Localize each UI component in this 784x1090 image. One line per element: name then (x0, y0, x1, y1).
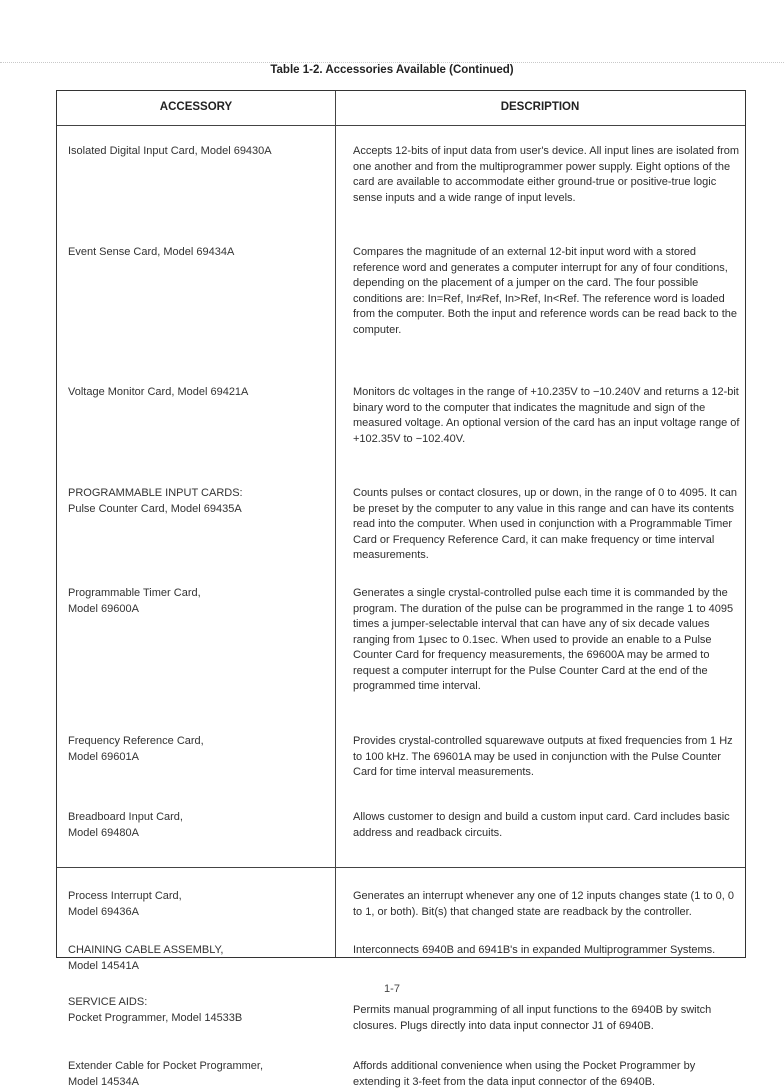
table-row-description: Generates an interrupt whenever any one of 12 inputs changes state (1 to 0, 0 to 1, or both). Bit(s) that changed state are readback by the controller. (353, 890, 734, 918)
column-divider (335, 91, 336, 957)
table-row-accessory: Process Interrupt Card, Model 69436A (68, 890, 182, 918)
table-row-accessory: Isolated Digital Input Card, Model 69430A (68, 145, 272, 157)
table-row-accessory: Frequency Reference Card, Model 69601A (68, 735, 204, 763)
table-row-accessory: SERVICE AIDS: Pocket Programmer, Model 14533B (68, 996, 243, 1024)
accessory-column-header: ACCESSORY (159, 101, 233, 113)
table-row-description: Counts pulses or contact closures, up or down, in the range of 0 to 4095. It can be preset by the computer to any value in this range and can have its contents read into the computer. When used in conjunction with a Programmable Timer Card or Frequency Reference Card, it can make frequency or time interval measurements. (353, 487, 738, 561)
description-column-header: DESCRIPTION (500, 101, 580, 113)
header-divider (57, 125, 745, 126)
table-row-accessory: Breadboard Input Card, Model 69480A (68, 811, 183, 839)
table-row-accessory: Event Sense Card, Model 69434A (68, 246, 235, 258)
table-row-description: Permits manual programming of all input functions to the 6940B by switch closures. Plugs directly into data input connector J1 of 6940B. (353, 1004, 712, 1032)
table-row-accessory: Programmable Timer Card, Model 69600A (68, 587, 201, 615)
table-caption: Table 1-2. Accessories Available (Continued) (270, 64, 514, 76)
table-row-description: Interconnects 6940B and 6941B's in expanded Multiprogrammer Systems. (353, 944, 716, 956)
scan-line (0, 62, 784, 63)
table-row-description: Compares the magnitude of an external 12-bit input word with a stored reference word and generates a computer interrupt for any of four conditions, depending on the placement of a jumper on the card. The four possible conditions are: In=Ref, In≠Ref, In>Ref, In<Ref. The reference word is loaded from the computer. Both the input and reference words can be read back to the computer. (353, 246, 738, 336)
table-row-accessory: PROGRAMMABLE INPUT CARDS: Pulse Counter Card, Model 69435A (68, 487, 243, 515)
table-row-description: Affords additional convenience when using the Pocket Programmer by extending it 3-feet from the data input connector of the 6940B. (353, 1060, 696, 1088)
table-row-description: Monitors dc voltages in the range of +10.235V to −10.240V and returns a 12-bit binary word to the computer that indicates the magnitude and sign of the measured voltage. An optional version of the card has an input voltage range of +102.35V to −102.40V. (353, 386, 740, 445)
table-row-description: Allows customer to design and build a custom input card. Card includes basic address and readback circuits. (353, 811, 730, 839)
table-row-description: Provides crystal-controlled squarewave outputs at fixed frequencies from 1 Hz to 100 kHz. The 69601A may be used in conjunction with the Pulse Counter Card for time interval measurements. (353, 735, 733, 778)
table-row-description: Generates a single crystal-controlled pulse each time it is commanded by the program. The duration of the pulse can be programmed in the range 1 to 4095 times a jumper-selectable interval that can have any of six decade values ranging from 1μsec to 0.1sec. When used to provide an enable to a Pulse Counter Card for frequency measurements, the 69600A may be armed to request a computer interrupt for the Pulse Counter Card at the end of the programmed time interval. (353, 587, 734, 692)
section-divider (57, 867, 745, 868)
table-row-accessory: Extender Cable for Pocket Programmer, Model 14534A (68, 1060, 264, 1088)
page-number: 1-7 (384, 983, 400, 995)
table-row-accessory: CHAINING CABLE ASSEMBLY, Model 14541A (68, 944, 224, 972)
table-row-accessory: Voltage Monitor Card, Model 69421A (68, 386, 249, 398)
table-row-description: Accepts 12-bits of input data from user's device. All input lines are isolated from one another and from the multiprogrammer power supply. Eight options of the card are available to accommodate either ground-true or positive-true logic sense inputs and a wide range of input levels. (353, 145, 740, 204)
